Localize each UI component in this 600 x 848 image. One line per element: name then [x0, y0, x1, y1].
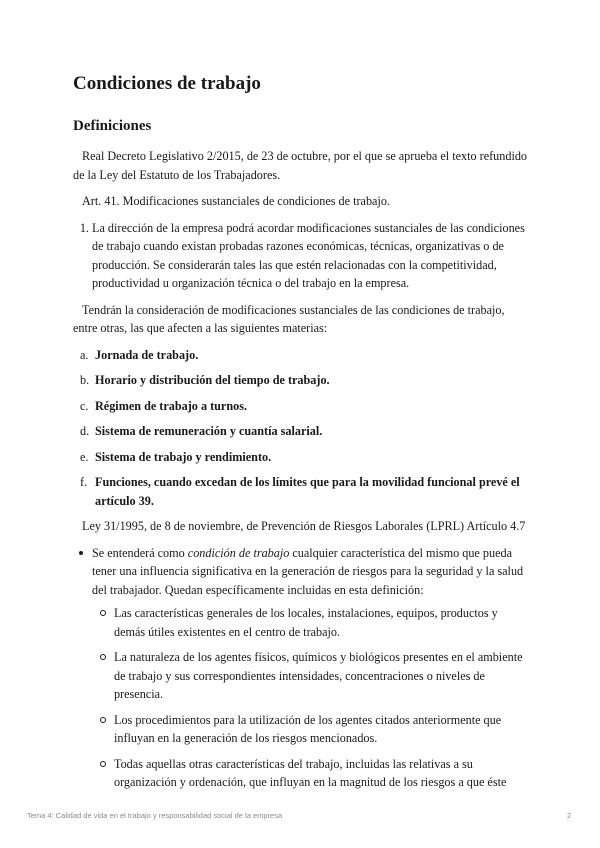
bullet-list: [73, 544, 528, 792]
sub-bullet-list: [92, 604, 528, 792]
bullet-dot-icon: [79, 551, 83, 555]
section-heading: Definiciones: [73, 118, 152, 134]
list-item-text: Sistema de remuneración y cuantía salarial.: [95, 424, 323, 438]
list-item: 1. La dirección de la empresa podrá acordar modificaciones sustanciales de las condiciones de trabajo cuando existan probadas razones económicas, técnicas, organizativas o de producción. Se considerarán tales las que estén relacionadas con la competitividad, productividad u organización técnica o del trabajo en la empresa.: [92, 219, 528, 293]
bullet-text-post: cualquier característica del mismo que pueda tener una influencia significativa en la generación de riesgos para la seguridad y la salud del trabajador. Quedan específicamente incluidas en esta definición:: [92, 545, 524, 597]
sub-list-item-text: La naturaleza de los agentes físicos, químicos y biológicos presentes en el ambiente de trabajo y sus correspondientes intensidades, concentraciones o niveles de presencia.: [114, 650, 523, 701]
footer-title: Tema 4: Calidad de vida en el trabajo y responsabilidad social de la empresa: [27, 811, 283, 820]
document-page: [73, 72, 528, 799]
paragraph-materias: Tendrán la consideración de modificaciones sustanciales de las condiciones de trabajo, entre otras, las que afecten a las siguientes materias:: [73, 302, 505, 335]
sub-list-item: [92, 755, 528, 792]
list-item: [73, 473, 528, 510]
numbered-list: [73, 219, 528, 293]
list-item: [73, 346, 528, 365]
list-marker: a.: [80, 347, 89, 362]
page-title: Condiciones de trabajo: [73, 73, 261, 94]
sub-list-item: [92, 648, 528, 704]
bullet-circle-icon: [100, 654, 106, 660]
list-marker: e.: [80, 449, 89, 464]
list-marker: f.: [80, 475, 88, 489]
sub-list-item: [92, 711, 528, 748]
list-marker: b.: [80, 373, 90, 387]
sub-list-item-text: Todas aquellas otras características del trabajo, incluidas las relativas a su organización y ordenación, que influyan en la magnitud de los riesgos a que éste: [114, 756, 507, 789]
bullet-circle-icon: [100, 610, 106, 616]
bullet-text-pre: Se entenderá como: [92, 545, 188, 560]
list-item: [73, 397, 528, 416]
footer-page-number: 2: [567, 811, 572, 820]
list-item-text: Funciones, cuando excedan de los límites que para la movilidad funcional prevé el artículo 39.: [95, 475, 520, 508]
list-item: [73, 422, 528, 441]
bullet-text-emphasis: condición de trabajo: [187, 545, 290, 560]
paragraph-lprl: Ley 31/1995, de 8 de noviembre, de Prevención de Riesgos Laborales (LPRL) Artículo 4.7: [82, 519, 526, 533]
sub-list-item: [92, 604, 528, 641]
list-item-text: Sistema de trabajo y rendimiento.: [95, 449, 272, 464]
list-item: [73, 448, 528, 467]
paragraph-decree: Real Decreto Legislativo 2/2015, de 23 de octubre, por el que se aprueba el texto refundido de la Ley del Estatuto de los Trabajadores.: [73, 149, 528, 182]
list-item: [73, 544, 528, 792]
sub-list-item-text: Los procedimientos para la utilización de los agentes citados anteriormente que influyan en la generación de los riesgos mencionados.: [114, 712, 502, 745]
paragraph-article-41: Art. 41. Modificaciones sustanciales de condiciones de trabajo.: [82, 194, 390, 208]
list-item-text: Jornada de trabajo.: [95, 347, 199, 362]
materias-list: [73, 346, 528, 511]
list-item: [73, 371, 528, 390]
list-item-text: Régimen de trabajo a turnos.: [95, 398, 247, 413]
list-item-text: Horario y distribución del tiempo de trabajo.: [95, 373, 330, 387]
list-marker: d.: [80, 424, 90, 438]
bullet-circle-icon: [100, 761, 106, 767]
list-marker: c.: [80, 398, 89, 413]
bullet-circle-icon: [100, 717, 106, 723]
sub-list-item-text: Las características generales de los locales, instalaciones, equipos, productos y demás útiles existentes en el centro de trabajo.: [114, 606, 498, 639]
